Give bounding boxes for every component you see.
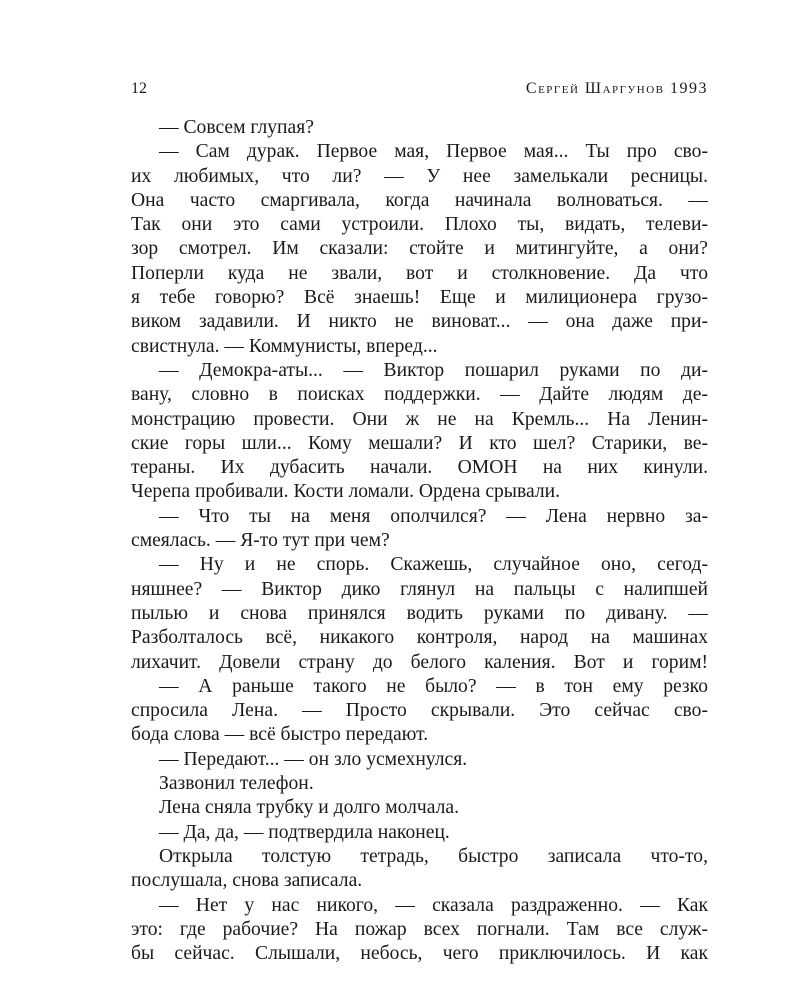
text-line: Так они это сами устроили. Плохо ты, видать, телеви- bbox=[131, 214, 708, 236]
text-line: пылью и снова принялся водить руками по дивану. — bbox=[131, 602, 708, 624]
text-line: — Сам дурак. Первое мая, Первое мая... Ты про сво- bbox=[159, 141, 708, 163]
text-line: свистнула. — Коммунисты, вперед... bbox=[131, 335, 438, 357]
text-line: Разболталось всё, никакого контроля, народ на машинах bbox=[131, 627, 708, 649]
text-line: — Да, да, — подтвердила наконец. bbox=[159, 821, 450, 843]
text-line: Поперли куда не звали, вот и столкновение. Да что bbox=[131, 262, 708, 284]
text-line: бы сейчас. Слышали, небось, чего приключилось. И как bbox=[131, 943, 708, 965]
text-line: — Нет у нас никого, — сказала раздраженно. — Как bbox=[159, 894, 708, 916]
body-text bbox=[131, 116, 708, 966]
page-number: 12 bbox=[131, 80, 147, 97]
text-line: бода слова — всё быстро передают. bbox=[131, 724, 429, 746]
text-line: виком задавили. И никто не виноват... — она даже при- bbox=[131, 311, 708, 333]
text-line: Зазвонил телефон. bbox=[159, 773, 314, 795]
text-line: Черепа пробивали. Кости ломали. Ордена срывали. bbox=[131, 481, 560, 503]
text-line: — Демокра-аты... — Виктор пошарил руками по ди- bbox=[159, 359, 708, 381]
text-line: их любимых, что ли? — У нее замелькали ресницы. bbox=[131, 165, 708, 187]
text-line: я тебе говорю? Всё знаешь! Еще и милиционера грузо- bbox=[131, 287, 708, 309]
text-line: — А раньше такого не было? — в тон ему резко bbox=[159, 675, 708, 697]
text-line: Открыла толстую тетрадь, быстро записала что-то, bbox=[159, 845, 708, 867]
text-line: послушала, снова записала. bbox=[131, 870, 363, 892]
text-line: смеялась. — Я-то тут при чем? bbox=[131, 530, 390, 552]
text-line: зор смотрел. Им сказали: стойте и митингуйте, а они? bbox=[131, 238, 708, 260]
text-line: няшнее? — Виктор дико глянул на пальцы с налипшей bbox=[131, 578, 708, 600]
text-line: лихачит. Довели страну до белого каления. Вот и горим! bbox=[131, 651, 708, 673]
text-line: вану, словно в поисках поддержки. — Дайте людям де- bbox=[131, 384, 708, 406]
text-line: спросила Лена. — Просто скрывали. Это сейчас сво- bbox=[131, 700, 708, 722]
text-line: — Ну и не спорь. Скажешь, случайное оно, сегод- bbox=[159, 554, 708, 576]
text-line: — Что ты на меня ополчился? — Лена нервно за- bbox=[159, 505, 708, 527]
text-line: ские горы шли... Кому мешали? И кто шел? Старики, ве- bbox=[131, 432, 708, 454]
text-line: монстрацию провести. Они ж не на Кремль... На Ленин- bbox=[131, 408, 708, 430]
text-line: — Передают... — он зло усмехнулся. bbox=[159, 748, 468, 770]
text-line: — Совсем глупая? bbox=[159, 117, 314, 138]
text-line: Она часто смаргивала, когда начинала волноваться. — bbox=[131, 189, 708, 211]
text-line: Лена сняла трубку и долго молчала. bbox=[159, 797, 460, 819]
running-title: Сергей Шаргунов 1993 bbox=[525, 80, 708, 97]
running-head bbox=[131, 79, 708, 99]
text-line: тераны. Их дубасить начали. ОМОН на них кинули. bbox=[131, 457, 708, 479]
text-line: это: где рабочие? На пожар всех погнали. Там все служ- bbox=[131, 918, 708, 940]
